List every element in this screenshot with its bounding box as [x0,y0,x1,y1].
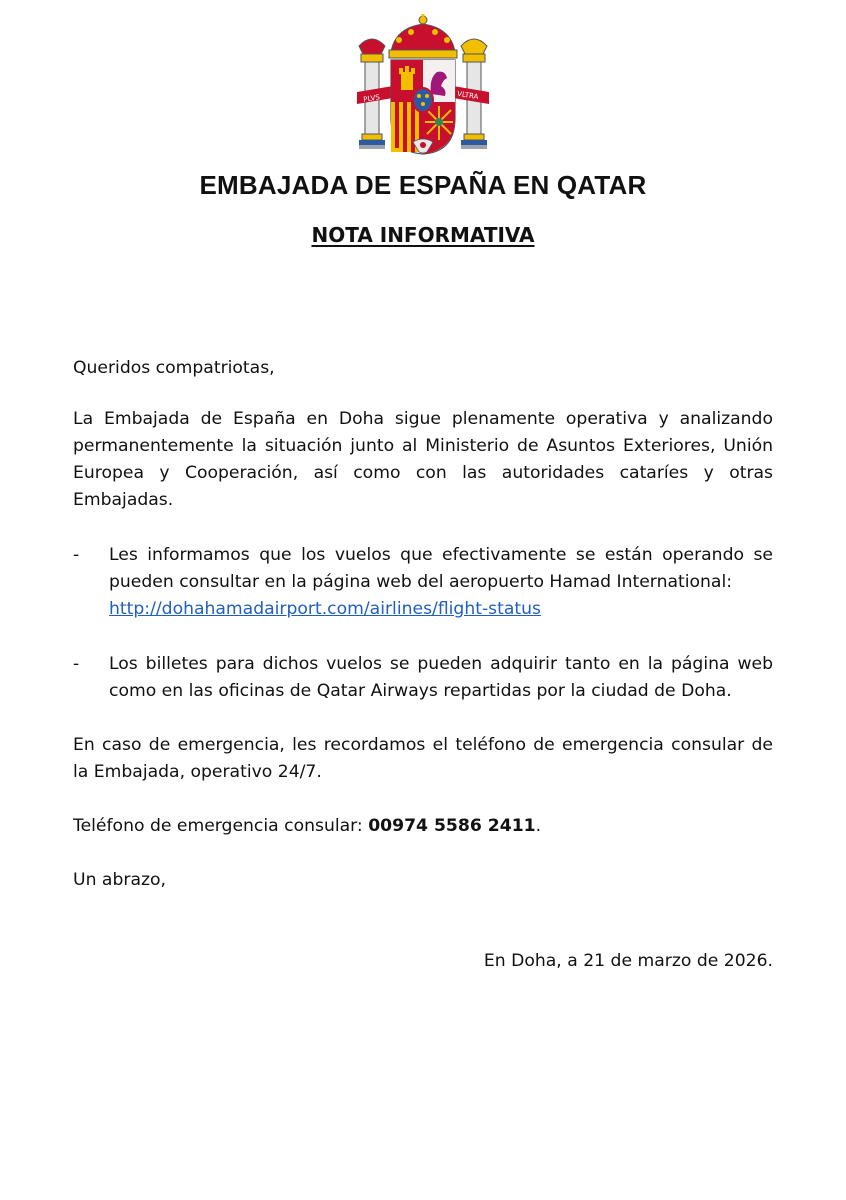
closing: Un abrazo, [73,870,166,890]
paragraph-situation: La Embajada de España en Doha sigue plenamente operativa y analizando permanentemente la situación junto al Ministerio de Asuntos Exteriores, Unión Europea y Cooperación, así como con las autoridades cataríes y otras Embajadas. [73,409,773,510]
page-title: EMBAJADA DE ESPAÑA EN QATAR [199,170,647,200]
bullet-dash: - [73,654,80,674]
phone-end: . [535,816,542,836]
phone-label: Teléfono de emergencia consular: [73,816,369,836]
bullet-dash: - [73,545,80,565]
bullet-flights-text: Les informamos que los vuelos que efectivamente se están operando se pueden consultar en la página web del aeropuerto Hamad International: [109,545,773,592]
flight-status-link[interactable]: http://dohahamadairport.com/airlines/flight-status [109,599,541,619]
royal-crown-icon [389,14,457,58]
right-ribbon-motto: VLTRA [456,89,479,102]
greeting: Queridos compatriotas, [73,358,275,378]
bullet-text [109,542,773,623]
subtitle-text: NOTA INFORMATIVA [311,223,535,247]
paragraph-phone [73,813,773,840]
phone-number: 00974 5586 2411 [368,816,536,836]
spain-coat-of-arms-icon [355,14,491,156]
bullet-tickets-text: Los billetes para dichos vuelos se pueden adquirir tanto en la página web como en las oficinas de Qatar Airways repartidas por la ciudad de Doha. [109,654,773,701]
paragraph-emergency: En caso de emergencia, les recordamos el teléfono de emergencia consular de la Embajada, operativo 24/7. [73,735,773,782]
signature-line: En Doha, a 21 de marzo de 2026. [483,951,773,971]
left-ribbon-motto: PLVS [362,93,381,104]
page-subtitle [0,223,846,247]
shield [391,60,455,154]
